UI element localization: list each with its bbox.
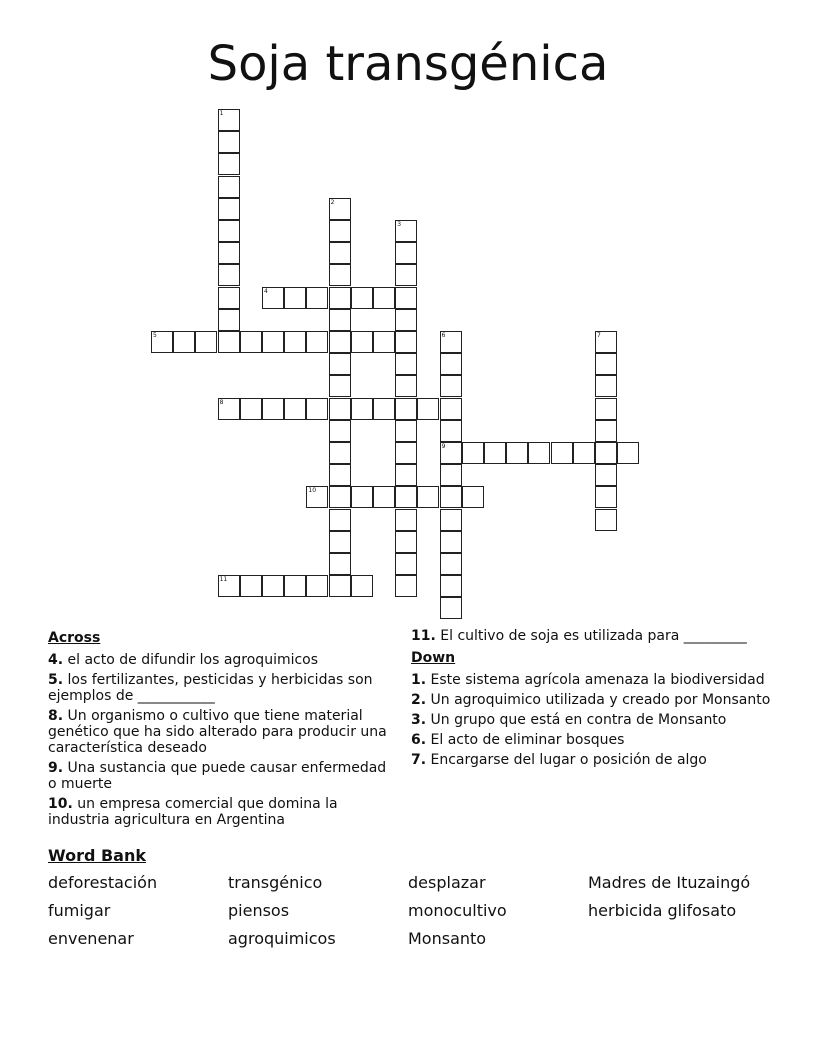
clue-number-label: 10.	[48, 796, 73, 812]
word-bank-item: deforestación	[48, 873, 158, 892]
crossword-cell[interactable]	[240, 575, 262, 597]
crossword-cell[interactable]	[218, 153, 240, 175]
crossword-cell[interactable]	[440, 575, 462, 597]
crossword-cell[interactable]	[440, 420, 462, 442]
crossword-cell[interactable]	[151, 331, 173, 353]
clue-text: Un organismo o cultivo que tiene material genético que ha sido alterado para producir una característica deseado	[48, 708, 387, 756]
crossword-cell[interactable]	[284, 331, 306, 353]
clue-text: Un grupo que está en contra de Monsanto	[426, 712, 727, 728]
clue-number-label: 1.	[411, 672, 427, 688]
crossword-cell[interactable]	[329, 553, 351, 575]
crossword-cell[interactable]	[373, 331, 395, 353]
clue-number: 3	[397, 221, 402, 228]
crossword-cell[interactable]	[262, 575, 284, 597]
clue-text: El cultivo de soja es utilizada para _________	[435, 628, 747, 644]
crossword-cell[interactable]	[329, 353, 351, 375]
clue-number: 5	[153, 332, 157, 339]
crossword-cell[interactable]	[440, 597, 462, 619]
clue-text: Un agroquimico utilizada y creado por Monsanto	[426, 692, 771, 708]
crossword-cell[interactable]	[395, 442, 417, 464]
clue-number: 6	[441, 332, 446, 339]
clue-number-label: 3.	[411, 712, 427, 728]
crossword-cell[interactable]	[595, 464, 617, 486]
clue-text: los fertilizantes, pesticidas y herbicidas son ejemplos de ___________	[48, 672, 373, 704]
word-bank-item: monocultivo	[408, 901, 507, 920]
clue-number-label: 11.	[411, 628, 436, 644]
crossword-cell[interactable]	[395, 464, 417, 486]
crossword-cell[interactable]	[351, 575, 373, 597]
clue-number: 2	[330, 198, 335, 206]
clue-item	[48, 760, 398, 792]
crossword-cell[interactable]	[395, 287, 417, 309]
clue-text: Encargarse del lugar o posición de algo	[426, 752, 707, 768]
word-bank-item: agroquimicos	[228, 929, 336, 948]
crossword-cell[interactable]	[218, 398, 240, 420]
crossword-cell[interactable]	[218, 220, 240, 242]
crossword-cell[interactable]	[329, 398, 351, 420]
crossword-cell[interactable]	[440, 398, 462, 420]
crossword-cell[interactable]	[395, 420, 417, 442]
crossword-cell[interactable]	[373, 398, 395, 420]
crossword-cell[interactable]	[173, 331, 195, 353]
crossword-cell[interactable]	[395, 398, 417, 420]
word-bank-item: piensos	[228, 901, 290, 920]
crossword-cell[interactable]	[218, 198, 240, 220]
crossword-cell[interactable]	[351, 398, 373, 420]
crossword-cell[interactable]	[395, 375, 417, 397]
crossword-cell[interactable]	[329, 375, 351, 397]
crossword-cell[interactable]	[595, 486, 617, 508]
crossword-cell[interactable]	[329, 509, 351, 531]
clue-item	[411, 732, 771, 748]
crossword-cell[interactable]	[284, 398, 306, 420]
crossword-cell[interactable]	[195, 331, 217, 353]
crossword-cell[interactable]	[617, 442, 639, 464]
crossword-cell[interactable]	[329, 442, 351, 464]
crossword-cell[interactable]	[329, 220, 351, 242]
clue-text: Una sustancia que puede causar enfermedad o muerte	[48, 760, 387, 792]
crossword-cell[interactable]	[395, 264, 417, 286]
crossword-cell[interactable]	[417, 486, 439, 508]
clue-item	[411, 692, 771, 708]
crossword-cell[interactable]	[329, 309, 351, 331]
page-title: Soja transgénica	[207, 36, 609, 92]
crossword-cell[interactable]	[395, 486, 417, 508]
crossword-cell[interactable]	[573, 442, 595, 464]
crossword-cell[interactable]	[284, 287, 306, 309]
crossword-cell[interactable]	[395, 309, 417, 331]
clues-right-column	[411, 628, 771, 772]
down-heading: Down	[411, 650, 456, 666]
word-bank-item: fumigar	[48, 901, 111, 920]
crossword-cell[interactable]	[395, 220, 417, 242]
clue-number: 10	[308, 487, 317, 495]
clue-item	[48, 652, 398, 668]
clue-item	[48, 796, 398, 828]
crossword-cell[interactable]	[284, 575, 306, 597]
crossword-cell[interactable]	[329, 464, 351, 486]
crossword-cell[interactable]	[262, 398, 284, 420]
clue-number-label: 6.	[411, 732, 427, 748]
crossword-cell[interactable]	[595, 353, 617, 375]
word-bank-item: herbicida glifosato	[588, 901, 737, 920]
clue-number-label: 8.	[48, 708, 64, 724]
word-bank-item: envenenar	[48, 929, 134, 948]
crossword-cell[interactable]	[440, 464, 462, 486]
crossword-cell[interactable]	[395, 531, 417, 553]
clue-text: un empresa comercial que domina la industria agricultura en Argentina	[48, 796, 338, 828]
clue-number: 4	[264, 287, 268, 295]
clue-item	[48, 708, 398, 756]
crossword-cell[interactable]	[329, 198, 351, 220]
clue-item	[48, 672, 398, 704]
crossword-cell[interactable]	[351, 287, 373, 309]
crossword-cell[interactable]	[262, 331, 284, 353]
crossword-cell[interactable]	[395, 553, 417, 575]
crossword-cell[interactable]	[262, 287, 284, 309]
crossword-cell[interactable]	[484, 442, 506, 464]
crossword-cell[interactable]	[306, 398, 328, 420]
word-bank-item: transgénico	[228, 873, 323, 892]
clue-item	[411, 712, 771, 728]
crossword-cell[interactable]	[373, 486, 395, 508]
clue-text: El acto de eliminar bosques	[426, 732, 625, 748]
clue-number-label: 7.	[411, 752, 427, 768]
across-heading: Across	[48, 630, 101, 646]
clue-number: 9	[441, 443, 446, 450]
crossword-cell[interactable]	[218, 575, 240, 597]
crossword-cell[interactable]	[329, 486, 351, 508]
crossword-cell[interactable]	[329, 242, 351, 264]
crossword-cell[interactable]	[218, 309, 240, 331]
crossword-cell[interactable]	[440, 509, 462, 531]
crossword-cell[interactable]	[218, 131, 240, 153]
crossword-cell[interactable]	[462, 486, 484, 508]
clue-number-label: 4.	[48, 652, 64, 668]
crossword-cell[interactable]	[218, 264, 240, 286]
crossword-cell[interactable]	[440, 486, 462, 508]
down-clue-list	[411, 672, 771, 768]
crossword-cell[interactable]	[417, 398, 439, 420]
crossword-cell[interactable]	[440, 353, 462, 375]
crossword-cell[interactable]	[595, 509, 617, 531]
clue-number-label: 9.	[48, 760, 64, 776]
clue-number: 1	[219, 110, 224, 117]
crossword-cell[interactable]	[240, 331, 262, 353]
clue-number: 11	[219, 576, 228, 584]
crossword-cell[interactable]	[329, 575, 351, 597]
crossword-cell[interactable]	[306, 486, 328, 508]
across-clue-list-continued	[411, 628, 771, 644]
word-bank-item: Monsanto	[408, 929, 487, 948]
crossword-cell[interactable]	[218, 287, 240, 309]
crossword-cell[interactable]	[595, 420, 617, 442]
clue-text: Este sistema agrícola amenaza la biodiversidad	[426, 672, 765, 688]
crossword-cell[interactable]	[218, 331, 240, 353]
crossword-cell[interactable]	[306, 331, 328, 353]
across-clue-list	[48, 652, 398, 828]
crossword-cell[interactable]	[551, 442, 573, 464]
crossword-cell[interactable]	[395, 242, 417, 264]
crossword-cell[interactable]	[329, 420, 351, 442]
clues-left-column	[48, 628, 398, 832]
crossword-cell[interactable]	[240, 398, 262, 420]
crossword-cell[interactable]	[306, 287, 328, 309]
crossword-cell[interactable]	[306, 575, 328, 597]
crossword-cell[interactable]	[351, 331, 373, 353]
crossword-cell[interactable]	[395, 509, 417, 531]
word-bank-title: Word Bank	[48, 846, 147, 865]
crossword-cell[interactable]	[595, 375, 617, 397]
crossword-cell[interactable]	[440, 553, 462, 575]
crossword-cell[interactable]	[329, 331, 351, 353]
crossword-cell[interactable]	[395, 575, 417, 597]
crossword-cell[interactable]	[329, 531, 351, 553]
word-bank-item: Madres de Ituzaingó	[588, 873, 751, 892]
crossword-cell[interactable]	[440, 375, 462, 397]
crossword-cell[interactable]	[595, 442, 617, 464]
crossword-cell[interactable]	[329, 287, 351, 309]
crossword-cell[interactable]	[440, 531, 462, 553]
clue-item	[411, 752, 771, 768]
crossword-cell[interactable]	[595, 398, 617, 420]
clue-item	[411, 672, 771, 688]
crossword-cell[interactable]	[218, 109, 240, 131]
word-bank-item: desplazar	[408, 873, 486, 892]
crossword-cell[interactable]	[595, 331, 617, 353]
clue-number-label: 2.	[411, 692, 427, 708]
crossword-cell[interactable]	[218, 242, 240, 264]
crossword-cell[interactable]	[440, 331, 462, 353]
crossword-cell[interactable]	[506, 442, 528, 464]
crossword-cell[interactable]	[395, 331, 417, 353]
crossword-cell[interactable]	[528, 442, 550, 464]
crossword-cell[interactable]	[351, 486, 373, 508]
crossword-cell[interactable]	[373, 287, 395, 309]
crossword-cell[interactable]	[218, 176, 240, 198]
crossword-cell[interactable]	[462, 442, 484, 464]
clue-number: 7	[597, 332, 601, 339]
clue-number: 8	[219, 398, 224, 406]
crossword-cell[interactable]	[329, 264, 351, 286]
clue-item	[411, 628, 771, 644]
clue-text: el acto de difundir los agroquimicos	[63, 652, 319, 668]
clue-number-label: 5.	[48, 672, 64, 688]
crossword-cell[interactable]	[395, 353, 417, 375]
crossword-cell[interactable]	[440, 442, 462, 464]
